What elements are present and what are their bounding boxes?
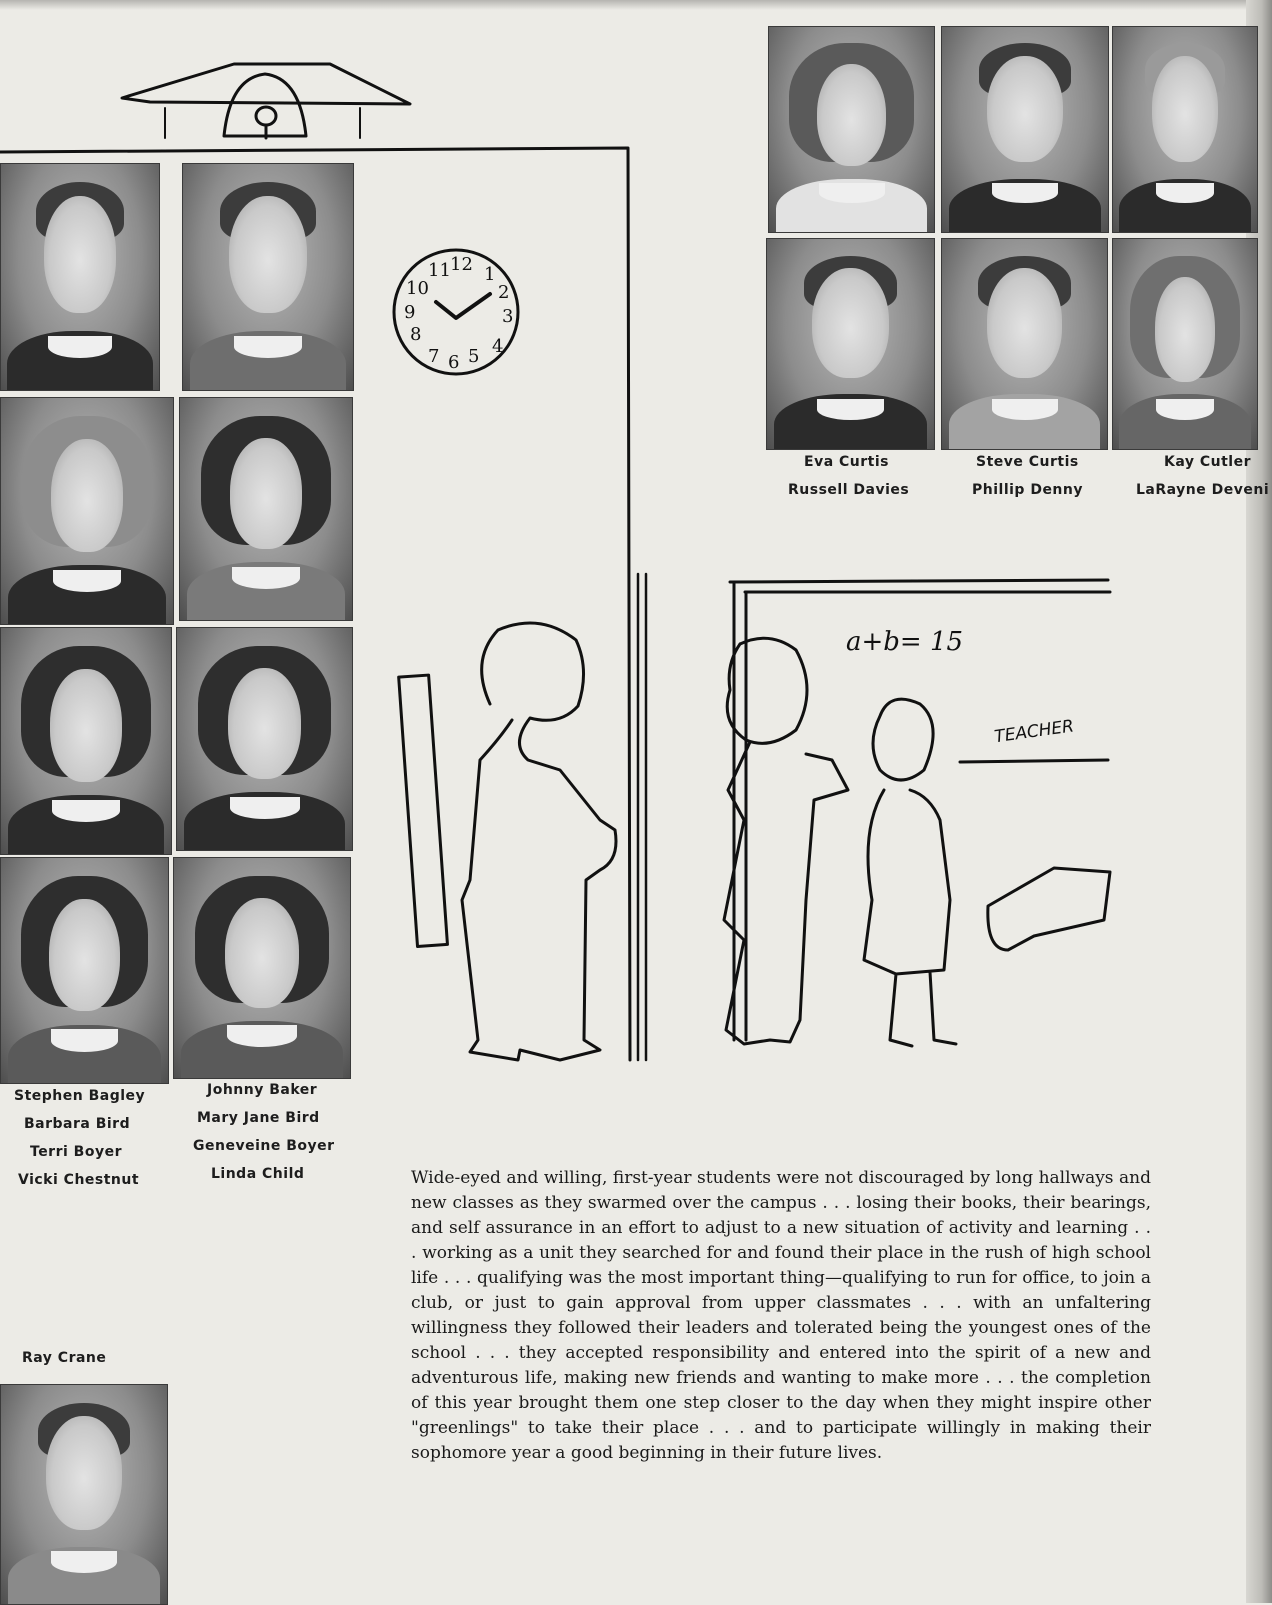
clock-number-9: 9 — [404, 302, 416, 323]
clock-number-5: 5 — [468, 346, 480, 367]
names-column-2 — [193, 1076, 335, 1188]
clock-hands — [436, 294, 490, 318]
door-post — [638, 574, 646, 1060]
name-label: Kay Cutler — [1164, 454, 1251, 470]
student-boy-figure — [724, 638, 848, 1044]
name-label: Eva Curtis — [804, 454, 889, 470]
student-girl-figure — [864, 699, 956, 1046]
blackboard-equation: a+b= 15 — [846, 627, 964, 657]
desk — [988, 868, 1110, 950]
name-label: Stephen Bagley — [14, 1088, 146, 1104]
name-label: Barbara Bird — [24, 1116, 131, 1132]
name-label: Geneveine Boyer — [193, 1138, 335, 1154]
clock-number-7: 7 — [428, 346, 440, 367]
roof-outline — [122, 64, 410, 104]
name-label: Terri Boyer — [30, 1144, 122, 1160]
clock-number-2: 2 — [498, 282, 510, 303]
names-right-block — [768, 448, 1270, 504]
caption-paragraph: Wide-eyed and willing, first-year students were not discouraged by long hallways and new classes as they swarmed over the campus . . . losing their books, their bearings, and self assurance in an effort to adjust to a new situation of activity and learning . . . working as a unit they searched for and found their place in the rush of high school life . . . qualifying was the most important thing—qualifying to run for office, to join a club, or just to gain approval from upper classmates . . . with an unfaltering willingness they followed their leaders and tolerated being the youngest ones of the school . . . they accepted responsibility and entered into the spirit of a new and adventurous life, making new friends and wanting to make more . . . the completion of this year brought them one step closer to the day when they might inspire other "greenlings" to take their place . . . and to participate willingly in making their sophomore year a good beginning in their future lives. — [411, 1168, 1151, 1463]
clock-number-12: 12 — [450, 254, 473, 275]
name-label: Phillip Denny — [972, 482, 1083, 498]
name-label: Johnny Baker — [207, 1082, 318, 1098]
clock-number-3: 3 — [502, 306, 514, 327]
name-label: Steve Curtis — [976, 454, 1079, 470]
name-label: LaRayne Deveni — [1136, 482, 1270, 498]
names-column-1 — [14, 1082, 145, 1194]
name-label: Mary Jane Bird — [197, 1110, 320, 1126]
blackboard-teacher-label: TEACHER — [993, 716, 1076, 748]
name-label: Russell Davies — [788, 482, 910, 498]
clock-number-11: 11 — [428, 260, 451, 281]
clock-number-4: 4 — [492, 336, 504, 357]
clock-number-8: 8 — [410, 324, 422, 345]
clock-number-1: 1 — [484, 264, 496, 285]
clock-number-10: 10 — [406, 278, 429, 299]
name-label: Vicki Chestnut — [18, 1172, 140, 1188]
name-ray-crane: Ray Crane — [22, 1350, 107, 1366]
clock-number-6: 6 — [448, 352, 460, 373]
name-label: Linda Child — [211, 1166, 305, 1182]
teacher-figure — [462, 623, 616, 1060]
hallway-frame — [0, 148, 630, 1060]
ruler — [399, 675, 448, 946]
